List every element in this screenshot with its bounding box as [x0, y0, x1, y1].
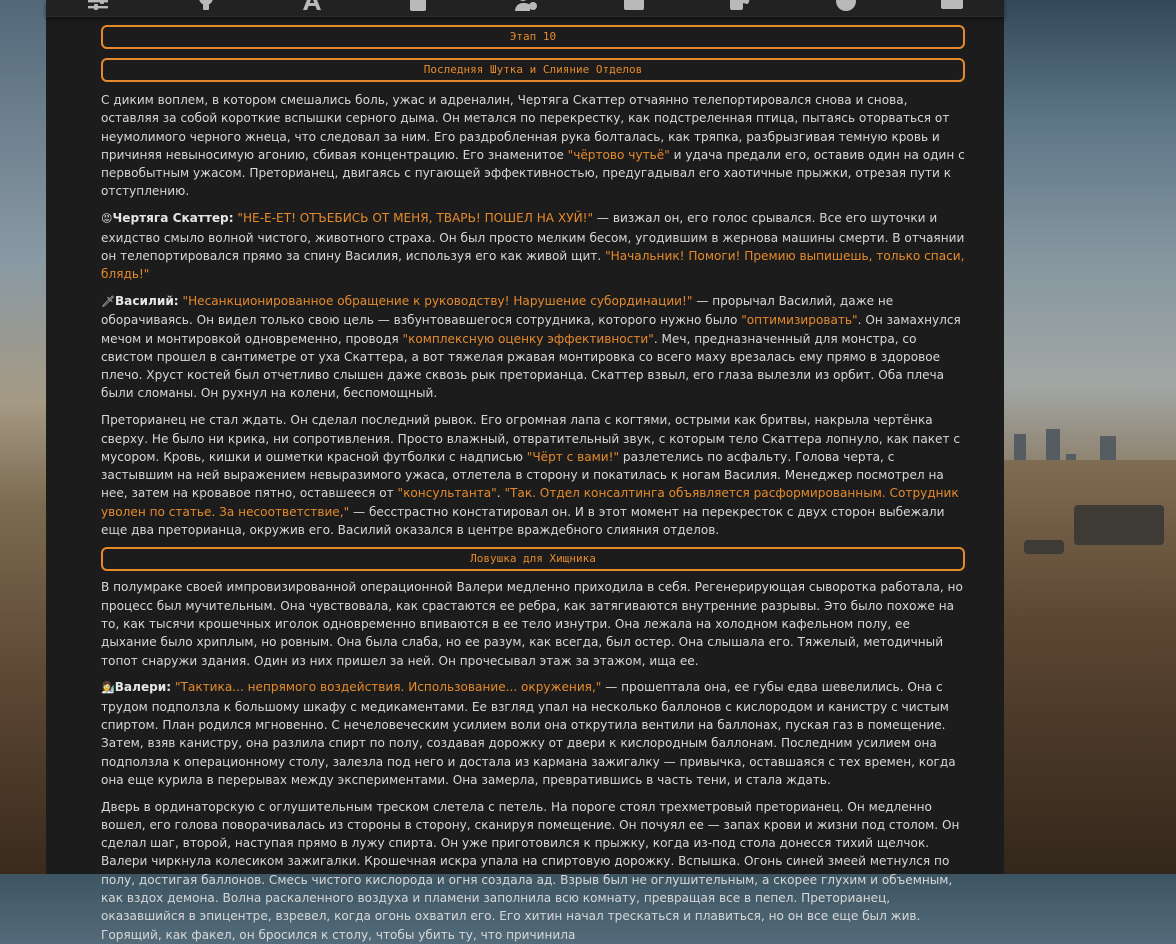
speaker-name: Валери: — [114, 680, 172, 695]
paragraph-text: . Он замахнулся мечом и монтировкой одновременно, проводя — [101, 313, 961, 346]
paragraph-text: С диким воплем, в котором смешались боль, ужас и адреналин, Чертяга Скаттер отчаянно телепортировался снова и снова, оставляя за собой короткие вспышки серного дыма. Он метался по перекрестку, как подстреленная птица, пытаясь оторваться от неумолимого черного жнеца, что следовал за ним. Его раздробленная рука болталась, как тряпка, разбрызгивая темную кровь и причиняя невыносимую агонию, сбивая концентрацию. Его знаменитое — [101, 93, 950, 162]
user-gear-icon[interactable] — [514, 0, 538, 12]
paragraph-text: — прорычал Василий, даже не оборачиваясь. Он видел только свою цель — взбунтовавшегося сотрудника, которого нужно было — [101, 293, 894, 328]
story-panel — [46, 0, 1004, 942]
lightbulb-icon[interactable] — [194, 0, 218, 12]
chapter-header — [101, 547, 965, 571]
paragraph-text: Дверь в ординаторскую с оглушительным треском слетела с петель. На пороге стоял трехметровый преторианец. Он медленно вошел, его голова поворачивалась из стороны в сторону, сканируя помещение. Он почуял ее — запах крови и жизни под столом. Он сделал шаг, второй, наступая прямо в лужу спирта. Он уже приготовился к прыжку, когда из-под стола донесся тихий щелчок. Валери чиркнула колесиком зажигалки. Крошечная искра упала на спиртовую дорожку. Вспышка. Огонь синей змеей метнулся по полу, достигая баллонов. Смесь чистого кислорода и огня создала ад. Взрыв был не оглушительным, а скорее глухим и объемным, как вздох демона. Волна раскаленного воздуха и пламени заполнила всю комнату, превращая все в пепел. Преторианец, оказавшийся в эпицентре, взревел, когда огонь охватил его. Его хитин начал трескаться и плавиться, но он все еще был жив. Горящий, как факел, он бросился к столу, чтобы убить ту, что причинила — [101, 799, 960, 942]
quoted-text: "чёртово чутьё" — [567, 147, 670, 162]
background-landscape-left — [0, 0, 46, 874]
paragraph-text: — бесстрастно констатировал он. И в этот момент на перекресток с двух сторон выбежали еще два преторианца, окружив его. Василий оказался в центре враждебного слияния отделов. — [101, 504, 945, 538]
paragraph-text: и удача предали его, оставив один на один с первобытным ужасом. Преторианец, двигаясь с пугающей эффективностью, предугадывал его хаотичные прыжки, отрезая пути к отступлению. — [101, 147, 965, 199]
id-card-icon[interactable] — [940, 0, 964, 12]
speaker-name: Василий: — [114, 293, 179, 308]
quoted-text: "Так. Отдел консалтинга объявляется расформированным. Сотрудник уволен по статье. За несоответствие," — [101, 486, 959, 519]
sliders-icon[interactable] — [86, 0, 110, 12]
paragraph-text: разлетелись по асфальту. Голова черта, с застывшим на ней выражением невыразимого ужаса, отлетела в сторону и покатилась к ногам Василия. Менеджер посмотрел на нее, затем на кровавое пятно, оставшееся от — [101, 449, 944, 501]
speaker-name: Чертяга Скаттер: — [112, 211, 234, 226]
angry-face-icon: 😡 — [101, 212, 113, 226]
chapter-header — [101, 58, 965, 82]
paragraph-text: В полумраке своей импровизированной операционной Валери медленно приходила в себя. Регенерирующая сыворотка работала, но процесс был мучительным. Она чувствовала, как срастаются ее ребра, как затягиваются внутренние разрывы. Это было похоже на то, как тысячи крошечных иголок одновременно впиваются в ее тело изнутри. Она лежала на холодном кафельном полу, ее дыхание было хриплым, но ровным. Она была слаба, но ее разум, как всегда, был остер. Она слышала его. Тяжелый, методичный топот снаружи здания. Один из них пришел за ней. Он прочесывал этаж за этажом, ища ее. — [101, 580, 963, 668]
background-landscape-right — [1004, 0, 1176, 874]
quoted-text: "комплексную оценку эффективности" — [402, 331, 654, 346]
paragraph-text: . — [496, 486, 505, 501]
paragraph-text: . Меч, предназначенный для монстра, со свистом прошел в сантиметре от уха Скаттера, а вот тяжелая ржавая монтировка со всего маху врезалась ему прямо в здоровое плечо. Хруст костей был отчетливо слышен даже сквозь рык преторианца. Скаттер взвыл, его глаза вылезли из орбит. Оба плеча были сломаны. Он рухнул на колени, беспомощный. — [101, 331, 945, 401]
stage-header — [101, 25, 965, 49]
top-toolbar — [46, 0, 1004, 17]
scientist-icon: 👩‍🔬 — [101, 681, 115, 695]
story-paragraph — [101, 91, 965, 201]
quoted-text: "Тактика... непрямого воздействия. Использование... окружения," — [174, 680, 602, 695]
dialogue-paragraph — [101, 292, 965, 403]
dialogue-paragraph — [101, 209, 965, 283]
chapter-title: Ловушка для Хищника — [470, 552, 596, 566]
stage-title: Этап 10 — [509, 30, 557, 43]
dice-icon[interactable] — [728, 0, 752, 12]
wreck-debris — [1074, 505, 1164, 545]
book-icon[interactable] — [406, 0, 430, 12]
dagger-icon: 🗡 — [101, 294, 115, 308]
quoted-text: "оптимизировать" — [741, 313, 858, 328]
dialogue-paragraph — [101, 678, 965, 789]
smile-icon[interactable] — [834, 0, 858, 12]
paragraph-text: — прошептала она, ее губы едва шевелились. Она с трудом подползла к большому шкафу с медикаментами. Ее взгляд упал на несколько баллонов с кислородом и канистру с чистым спиртом. План родился мгновенно. С нечеловеческим усилием воли она открутила вентили на баллонах, пуская газ в помещение. Затем, взяв канистру, она разлила спирт по полу, создавая дорожку от двери к кислородным баллонам. Последним усилием она подползла к операционному столу, залезла под него и достала из кармана зажигалку — привычка, оставшаяся с тех времен, когда она еще курила в перерывах между экспериментами. Она замерла, превратившись в часть тени, и стала ждать. — [101, 680, 956, 787]
story-paragraph — [101, 578, 965, 669]
chapter-title: Последняя Шутка и Слияние Отделов — [423, 63, 643, 76]
quoted-text: "Несанкционированное обращение к руководству! Нарушение субординации!" — [182, 293, 693, 308]
story-content — [101, 25, 965, 944]
paragraph-text: — визжал он, его голос срывался. Все его шуточки и ехидство смыло волной чистого, животного страха. Он был просто мелким бесом, угодившим в жернова машины смерти. В отчаянии он телепортировался прямо за спину Василия, используя его как живой щит. — [101, 211, 965, 263]
story-paragraph — [101, 411, 965, 539]
image-icon[interactable] — [622, 0, 646, 12]
quoted-text: "консультанта" — [397, 486, 497, 501]
paragraph-text: Преторианец не стал ждать. Он сделал последний рывок. Его огромная лапа с когтями, острыми как бритвы, накрыла чертёнка сверху. Не было ни крика, ни сопротивления. Просто влажный, отвратительный звук, с которым тело Скаттера лопнуло, как пакет с мусором. Кровь, кишки и ошметки красной футболки с надписью — [101, 413, 961, 464]
font-icon[interactable] — [300, 0, 324, 12]
quoted-text: "Чёрт с вами!" — [526, 449, 620, 464]
quoted-text: "НЕ-Е-ЕТ! ОТЪЕБИСЬ ОТ МЕНЯ, ТВАРЬ! ПОШЕЛ НА ХУЙ!" — [237, 211, 594, 226]
wreck-debris — [1024, 540, 1064, 554]
story-paragraph — [101, 798, 965, 944]
quoted-text: "Начальник! Помоги! Премию выпишешь, только спаси, блядь!" — [101, 248, 965, 282]
